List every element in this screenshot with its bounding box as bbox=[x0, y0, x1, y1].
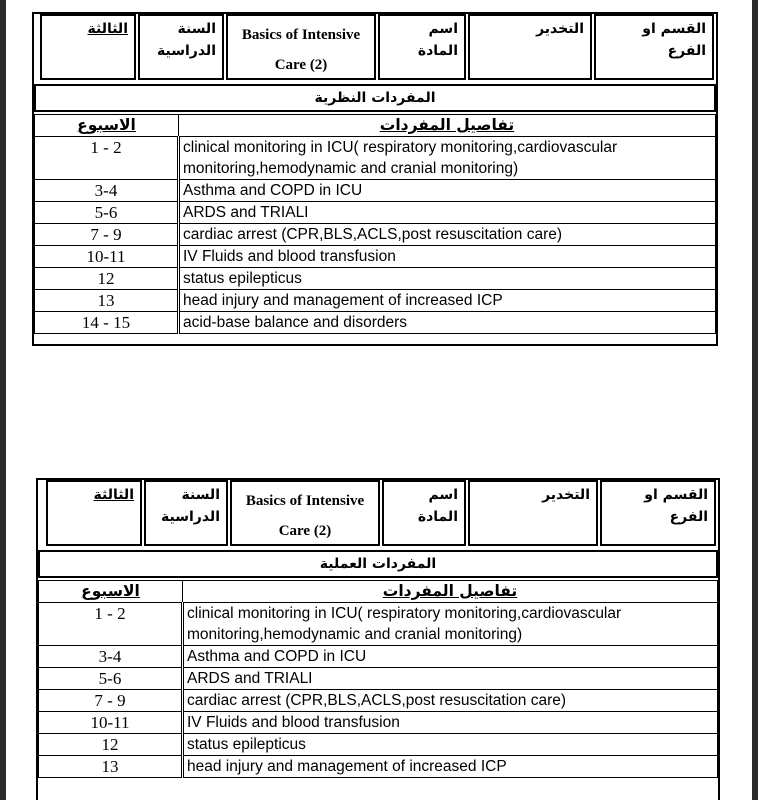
table-row bbox=[35, 224, 716, 246]
week-cell: 10-11 bbox=[35, 246, 179, 268]
table-row bbox=[35, 180, 716, 202]
detail-cell: clinical monitoring in ICU( respiratory monitoring,cardiovascular monitoring,hemodynamic and cranial monitoring) bbox=[183, 603, 718, 646]
detail-cell: acid-base balance and disorders bbox=[179, 312, 716, 334]
academic-year-value: الثالثة bbox=[40, 14, 136, 80]
details-column-header: تفاصيل المفردات bbox=[183, 581, 718, 603]
detail-cell: IV Fluids and blood transfusion bbox=[179, 246, 716, 268]
table-row bbox=[35, 246, 716, 268]
detail-cell: Asthma and COPD in ICU bbox=[179, 180, 716, 202]
academic-year-label: السنة الدراسية bbox=[138, 14, 224, 80]
detail-cell: head injury and management of increased ICP bbox=[183, 756, 718, 778]
detail-cell: cardiac arrest (CPR,BLS,ACLS,post resuscitation care) bbox=[183, 690, 718, 712]
week-cell: 1 - 2 bbox=[35, 137, 179, 180]
specialty-label: التخدير bbox=[468, 14, 592, 80]
week-column-header: الاسبوع bbox=[35, 115, 179, 137]
practical-block bbox=[36, 478, 720, 800]
week-cell: 3-4 bbox=[39, 646, 183, 668]
week-cell: 3-4 bbox=[35, 180, 179, 202]
week-cell: 7 - 9 bbox=[35, 224, 179, 246]
syllabus-table bbox=[38, 580, 718, 778]
week-cell: 7 - 9 bbox=[39, 690, 183, 712]
course-header bbox=[34, 14, 716, 82]
week-cell: 12 bbox=[35, 268, 179, 290]
section-title: المفردات النظرية bbox=[34, 84, 716, 112]
week-column-header: الاسبوع bbox=[39, 581, 183, 603]
table-row bbox=[39, 646, 718, 668]
week-cell: 10-11 bbox=[39, 712, 183, 734]
department-label: القسم او الفرع bbox=[600, 480, 716, 546]
detail-cell: status epilepticus bbox=[183, 734, 718, 756]
section-title: المفردات العملية bbox=[38, 550, 718, 578]
table-header-row bbox=[35, 115, 716, 137]
syllabus-table bbox=[34, 114, 716, 334]
table-row bbox=[39, 690, 718, 712]
course-name: Basics of Intensive Care (2) bbox=[226, 14, 376, 80]
academic-year-value: الثالثة bbox=[46, 480, 142, 546]
right-border bbox=[752, 0, 758, 800]
table-row bbox=[39, 603, 718, 646]
table-row bbox=[39, 712, 718, 734]
course-header bbox=[38, 480, 718, 548]
detail-cell: cardiac arrest (CPR,BLS,ACLS,post resuscitation care) bbox=[179, 224, 716, 246]
week-cell: 13 bbox=[35, 290, 179, 312]
week-cell: 14 - 15 bbox=[35, 312, 179, 334]
details-column-header: تفاصيل المفردات bbox=[179, 115, 716, 137]
left-border bbox=[0, 0, 6, 800]
table-row bbox=[35, 312, 716, 334]
detail-cell: IV Fluids and blood transfusion bbox=[183, 712, 718, 734]
detail-cell: head injury and management of increased ICP bbox=[179, 290, 716, 312]
detail-cell: status epilepticus bbox=[179, 268, 716, 290]
table-row bbox=[39, 734, 718, 756]
detail-cell: ARDS and TRIALI bbox=[183, 668, 718, 690]
table-row bbox=[35, 202, 716, 224]
academic-year-label: السنة الدراسية bbox=[144, 480, 228, 546]
week-cell: 13 bbox=[39, 756, 183, 778]
detail-cell: clinical monitoring in ICU( respiratory monitoring,cardiovascular monitoring,hemodynamic and cranial monitoring) bbox=[179, 137, 716, 180]
table-row bbox=[39, 668, 718, 690]
detail-cell: ARDS and TRIALI bbox=[179, 202, 716, 224]
week-cell: 5-6 bbox=[39, 668, 183, 690]
week-cell: 1 - 2 bbox=[39, 603, 183, 646]
specialty-label: التخدير bbox=[468, 480, 598, 546]
table-row bbox=[35, 290, 716, 312]
theory-block bbox=[32, 12, 718, 346]
table-row bbox=[35, 137, 716, 180]
table-header-row bbox=[39, 581, 718, 603]
week-cell: 12 bbox=[39, 734, 183, 756]
table-row bbox=[39, 756, 718, 778]
detail-cell: Asthma and COPD in ICU bbox=[183, 646, 718, 668]
course-name-label: اسم المادة bbox=[378, 14, 466, 80]
week-cell: 5-6 bbox=[35, 202, 179, 224]
course-name: Basics of Intensive Care (2) bbox=[230, 480, 380, 546]
course-name-label: اسم المادة bbox=[382, 480, 466, 546]
table-row bbox=[35, 268, 716, 290]
department-label: القسم او الفرع bbox=[594, 14, 714, 80]
